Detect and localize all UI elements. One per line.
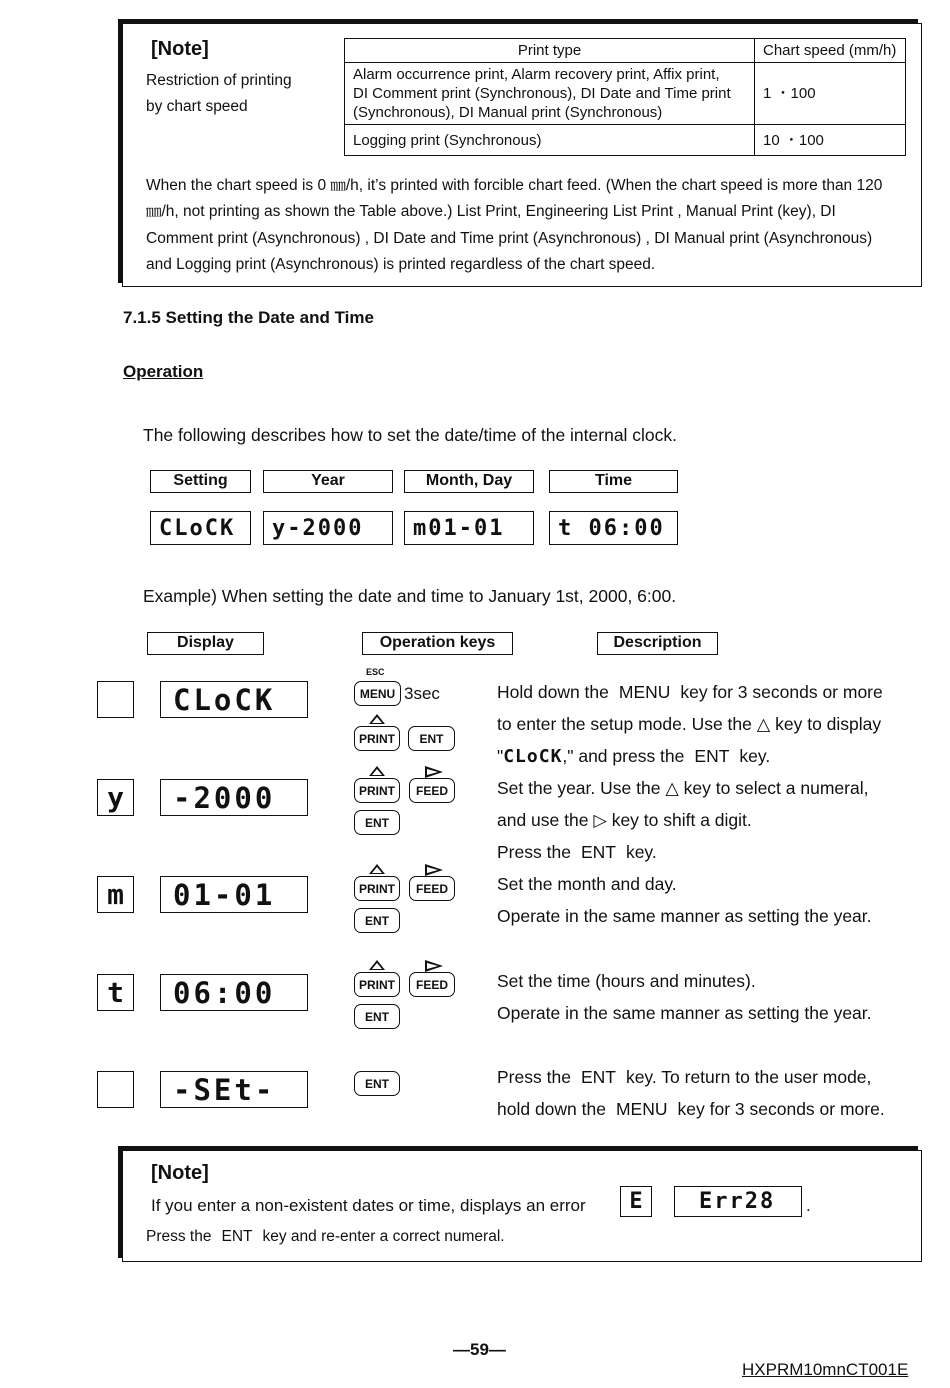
key-name: ENT: [580, 842, 616, 862]
table-row: [345, 63, 906, 125]
table-header-chart-speed: Chart speed (mm/h): [755, 39, 906, 63]
feed-key[interactable]: FEED: [409, 876, 455, 901]
right-arrow-icon: [425, 766, 443, 778]
step4-indicator: t: [97, 974, 134, 1011]
desc-text: key for 3 seconds or more: [680, 682, 883, 702]
desc-text: ": [497, 746, 504, 766]
desc-text: Press the: [146, 1228, 212, 1245]
intro-text: The following describes how to set the date/time of the internal clock.: [143, 425, 678, 445]
example-text: Example) When setting the date and time to January 1st, 2000, 6:00.: [143, 586, 677, 606]
key-name: ENT: [580, 1067, 616, 1087]
desc-line: [497, 804, 927, 836]
steps-header-display: Display: [147, 632, 264, 655]
up-arrow-icon: [369, 864, 385, 874]
step2-description: [497, 772, 927, 868]
note-paragraph-line3: Comment print (Asynchronous) , DI Date and Time print (Asynchronous) , DI Manual print (Asynchronous): [146, 230, 873, 247]
desc-text: Set the year. Use the: [497, 778, 661, 798]
document-id: HXPRM10mnCT001E: [742, 1360, 909, 1379]
step4-display: 06:00: [160, 974, 308, 1011]
desc-text: Press the: [497, 842, 571, 862]
right-arrow-icon: [425, 864, 443, 876]
step3-description: [497, 868, 927, 932]
feed-key[interactable]: FEED: [409, 972, 455, 997]
steps-header-description: Description: [597, 632, 718, 655]
step3-display: 01-01: [160, 876, 308, 913]
operation-heading: Operation: [123, 362, 204, 381]
overview-display-setting: CLoCK: [150, 511, 251, 545]
step2-display: -2000: [160, 779, 308, 816]
key-name: ENT: [694, 746, 730, 766]
up-triangle-icon: △: [756, 714, 771, 734]
desc-text: key and re-enter a correct numeral.: [262, 1228, 505, 1245]
overview-display-month-day: m01-01: [404, 511, 534, 545]
desc-line: [497, 1093, 927, 1125]
step1-indicator: [97, 681, 134, 718]
note2-line1: If you enter a non-existent dates or time, displays an error: [151, 1196, 586, 1215]
feed-key[interactable]: FEED: [409, 778, 455, 803]
up-arrow-icon: [369, 766, 385, 776]
overview-display-year: y-2000: [263, 511, 393, 545]
note-paragraph-line4: and Logging print (Asynchronous) is printed regardless of the chart speed.: [146, 256, 656, 273]
restriction-label-line2: by chart speed: [146, 98, 248, 115]
step5-description: [497, 1061, 927, 1125]
overview-header-year: Year: [263, 470, 393, 493]
desc-text: key for 3 seconds or more.: [677, 1099, 885, 1119]
desc-line: [497, 708, 927, 740]
page-number: —59—: [453, 1340, 506, 1359]
desc-text: ," and press the: [562, 746, 685, 766]
table-header-row: [345, 39, 906, 63]
desc-line: [497, 772, 927, 804]
overview-display-time: t 06:00: [549, 511, 678, 545]
table-cell-print-type: Logging print (Synchronous): [345, 125, 755, 156]
note2-period: .: [806, 1196, 811, 1215]
note2-line2: [146, 1228, 505, 1246]
up-triangle-icon: △: [665, 778, 679, 798]
overview-header-setting: Setting: [150, 470, 251, 493]
inline-display-text: CLoCK: [503, 746, 563, 767]
error-display: Err28: [674, 1186, 802, 1217]
note-paragraph-line2: ㎜/h, not printing as shown the Table above.) List Print, Engineering List Print , Manual Print (key), DI: [146, 203, 836, 220]
desc-text: Hold down the: [497, 682, 609, 702]
key-name: ENT: [221, 1228, 253, 1245]
print-key[interactable]: PRINT: [354, 972, 400, 997]
right-triangle-icon: ▷: [593, 810, 607, 830]
key-name: MENU: [615, 1099, 668, 1119]
section-title: 7.1.5 Setting the Date and Time: [123, 308, 374, 327]
step3-indicator: m: [97, 876, 134, 913]
error-indicator: E: [620, 1186, 652, 1217]
desc-text: hold down the: [497, 1099, 606, 1119]
ent-key[interactable]: ENT: [354, 1004, 400, 1029]
desc-line: Set the time (hours and minutes).: [497, 971, 756, 991]
up-arrow-icon: [369, 714, 385, 724]
esc-label: ESC: [366, 667, 385, 677]
print-type-table: [344, 38, 906, 156]
cell-line: Alarm occurrence print, Alarm recovery print, Affix print,: [353, 66, 720, 83]
overview-header-time: Time: [549, 470, 678, 493]
desc-line: Set the month and day.: [497, 874, 677, 894]
desc-text: key.: [625, 842, 657, 862]
desc-line: [497, 676, 927, 708]
steps-header-keys: Operation keys: [362, 632, 513, 655]
desc-text: key to shift a digit.: [611, 810, 752, 830]
step1-display: CLoCK: [160, 681, 308, 718]
step4-description: [497, 965, 927, 1029]
ent-key[interactable]: ENT: [354, 908, 400, 933]
desc-text: key.: [739, 746, 771, 766]
desc-text: key to select a numeral,: [683, 778, 869, 798]
table-header-print-type: Print type: [345, 39, 755, 63]
right-arrow-icon: [425, 960, 443, 972]
restriction-label-line1: Restriction of printing: [146, 72, 292, 89]
table-cell-print-type: [345, 63, 755, 125]
overview-header-month-day: Month, Day: [404, 470, 534, 493]
desc-line: Operate in the same manner as setting the year.: [497, 906, 872, 926]
note2-title: [Note]: [151, 1162, 209, 1184]
step5-display: -SEt-: [160, 1071, 308, 1108]
desc-text: and use the: [497, 810, 589, 830]
table-cell-speed: 10 ・100: [755, 125, 906, 156]
desc-text: to enter the setup mode. Use the: [497, 714, 752, 734]
cell-line: DI Comment print (Synchronous), DI Date and Time print: [353, 85, 731, 102]
print-key[interactable]: PRINT: [354, 876, 400, 901]
step2-indicator: y: [97, 779, 134, 816]
print-key[interactable]: PRINT: [354, 726, 400, 751]
note-title: [Note]: [151, 38, 209, 60]
up-arrow-icon: [369, 960, 385, 970]
cell-line: (Synchronous), DI Manual print (Synchronous): [353, 104, 663, 121]
table-row: [345, 125, 906, 156]
desc-text: Press the: [497, 1067, 571, 1087]
ent-key[interactable]: ENT: [354, 1071, 400, 1096]
note-paragraph-line1: When the chart speed is 0 ㎜/h, it’s printed with forcible chart feed. (When the chart speed is more than 120: [146, 177, 883, 194]
table-cell-speed: 1 ・100: [755, 63, 906, 125]
desc-line: [497, 1061, 927, 1093]
ent-key[interactable]: ENT: [354, 810, 400, 835]
hold-duration-label: 3sec: [404, 684, 440, 703]
desc-line: Operate in the same manner as setting the year.: [497, 1003, 872, 1023]
desc-text: key to display: [775, 714, 882, 734]
ent-key[interactable]: ENT: [408, 726, 455, 751]
desc-line: [497, 836, 927, 868]
desc-line: [497, 740, 927, 773]
step1-description: [497, 676, 927, 773]
print-key[interactable]: PRINT: [354, 778, 400, 803]
menu-key[interactable]: MENU: [354, 681, 401, 706]
step5-indicator: [97, 1071, 134, 1108]
key-name: MENU: [618, 682, 671, 702]
desc-text: key. To return to the user mode,: [625, 1067, 872, 1087]
